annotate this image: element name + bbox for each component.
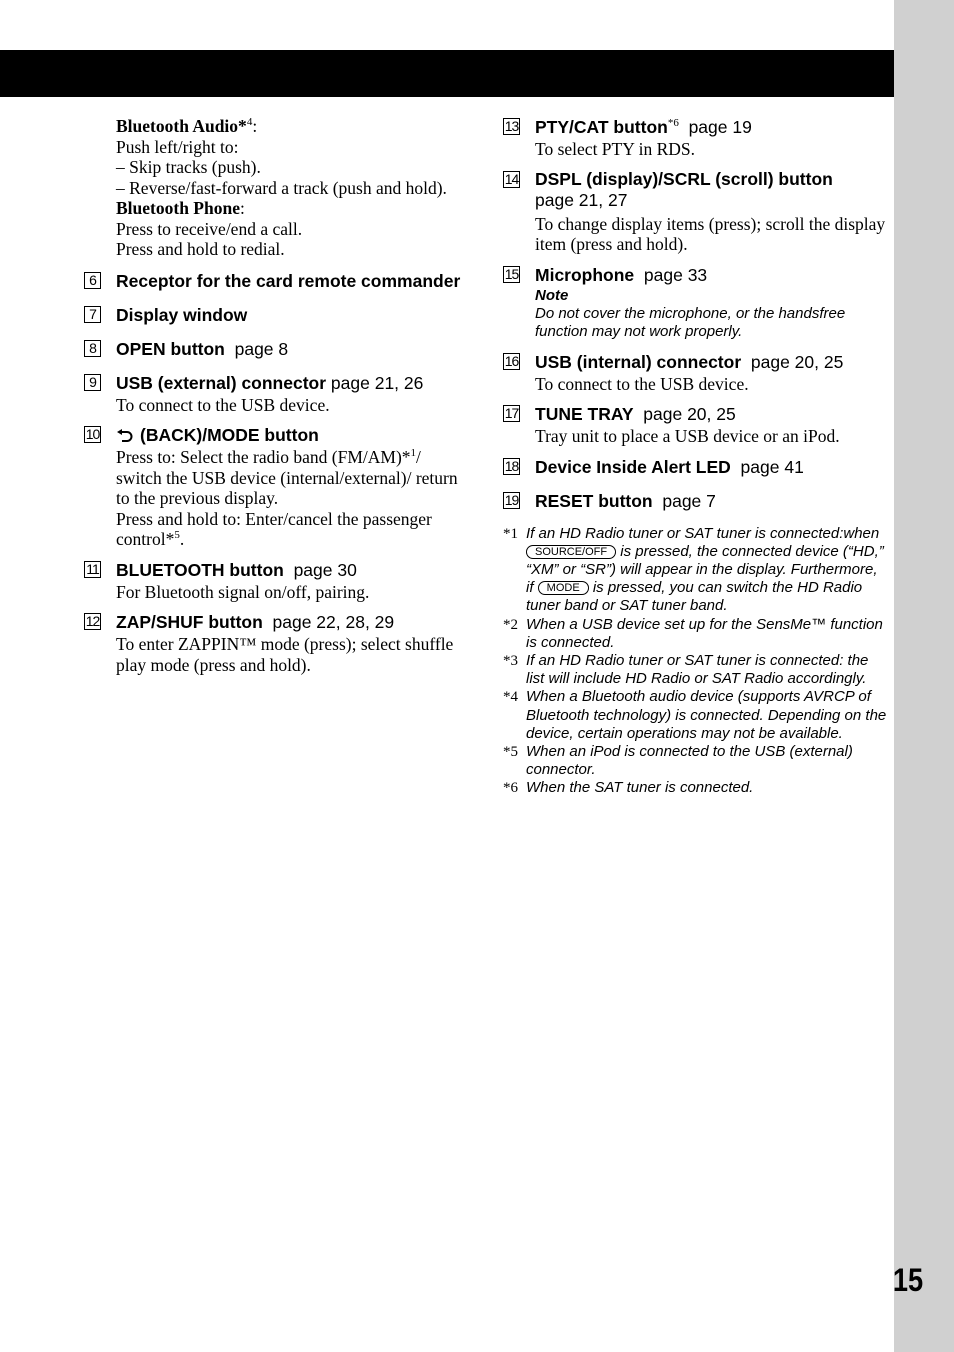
item-number: 18 [504,457,519,474]
footnote-text: If an HD Radio tuner or SAT tuner is connected:when [526,524,880,542]
item-title: Microphone [535,264,635,285]
item-description: To connect to the USB device. [116,394,330,415]
reverse-text: – Reverse/fast-forward a track (push and hold). [116,177,447,198]
note-text: Do not cover the microphone, or the handsfree function may not work properly. [535,304,846,340]
footnote-text: When an iPod is connected to the USB (external) connector. [526,742,853,779]
page-number: 15 [892,1262,924,1298]
list-item [84,270,464,293]
footnote-mark: *4 [503,689,518,706]
footnote-text: is pressed, the connected device (“HD,” “XM” or “SR”) will appear in the display. Furthermore, if [526,542,884,597]
page-reference: page 20, 25 [750,351,844,372]
footnote-sup: 1 [410,447,417,460]
item-title: Display window [116,304,248,325]
footnote [503,743,888,779]
item-number: 8 [84,340,101,357]
list-item [84,304,464,327]
footnote-text: When a USB device set up for the SensMe™ function is connected. [526,615,883,651]
item-title: OPEN button [116,338,225,359]
item-description: Tray unit to place a USB device or an iPod. [535,426,840,446]
page-reference: page 8 [234,338,289,359]
side-tab [894,0,954,1352]
bt-audio-label: Bluetooth Audio* [116,116,247,136]
item-number: 7 [84,306,101,323]
list-item [84,372,464,416]
item-number: 6 [84,272,101,289]
footnote-sup: 5 [174,529,180,542]
item-description [116,447,464,509]
page-reference: page 21, 27 [535,189,628,210]
item-title: RESET button [535,490,653,511]
item-number: 9 [84,374,101,391]
redial-text: Press and hold to redial. [116,239,285,259]
footnote-text: is pressed, you can switch the HD Radio tuner band or SAT tuner band. [526,579,863,615]
back-arrow-icon [116,429,134,443]
item-number: 13 [504,118,519,134]
page-reference: page 30 [293,559,357,580]
colon: : [252,116,258,136]
note-heading: Note [535,286,569,304]
footnote [503,779,888,797]
bluetooth-intro [84,116,464,260]
item-number: 17 [504,405,519,421]
list-item [503,264,888,341]
page-reference: page 22, 28, 29 [272,612,395,632]
item-description: To enter ZAPPIN™ mode (press); select shuffle play mode (press and hold). [116,634,454,675]
list-item [503,403,888,447]
item-description [116,509,464,550]
footnote-sup: *6 [667,117,679,130]
desc-text: . [179,529,185,549]
footnotes [503,525,888,798]
item-description: To change display items (press); scroll the display item (press and hold). [535,213,886,254]
mode-key: MODE [538,581,589,595]
footnote-text: When the SAT tuner is connected. [526,779,754,797]
footnote-mark: *6 [503,780,518,797]
item-description: For Bluetooth signal on/off, pairing. [116,581,370,602]
source-off-key: SOURCE/OFF [526,545,616,559]
footnote [503,525,888,616]
item-title: USB (internal) connector [535,351,742,372]
footnote [503,616,888,652]
item-number: 19 [504,491,519,508]
desc-text: Press and hold to: Enter/cancel the passenger control* [116,508,432,549]
footnote [503,688,888,743]
left-column [84,116,464,675]
list-item [503,490,888,513]
colon: : [239,198,245,218]
desc-text: / switch the USB device (internal/external)/ return to the previous display. [116,447,458,508]
page-reference: page 41 [740,456,804,477]
item-title: DSPL (display)/SCRL (scroll) button [535,168,833,189]
item-title: BLUETOOTH button [116,559,284,580]
page-reference: page 19 [688,117,752,137]
item-number: 11 [84,561,101,578]
item-title: TUNE TRAY [535,404,634,424]
item-number: 10 [85,426,100,442]
list-item [84,338,464,361]
page-reference: page 20, 25 [643,404,736,424]
list-item [503,169,888,255]
item-title: PTY/CAT button [535,117,668,137]
list-item [84,424,464,550]
item-number: 14 [504,170,519,187]
list-item [84,611,464,675]
item-number: 12 [85,613,100,629]
footnote-text: When a Bluetooth audio device (supports AVRCP of Bluetooth technology) is connected. Depending on the device, certain operations may not be available. [526,688,887,742]
item-title: ZAP/SHUF button [116,612,263,632]
list-item [503,456,888,479]
footnote-mark: *2 [503,616,518,633]
footnote [503,652,888,688]
item-description: To select PTY in RDS. [535,139,695,159]
push-text: Push left/right to: [116,136,239,157]
footnote-mark: *1 [503,525,518,542]
list-item [503,116,888,160]
page-reference: page 21, 26 [330,372,424,393]
footnote-mark: *3 [503,652,518,669]
item-title: USB (external) connector [116,372,327,393]
skip-text: – Skip tracks (push). [116,157,261,177]
list-item [84,559,464,603]
page-reference: page 7 [662,490,716,511]
item-title: Receptor for the card remote commander [116,270,461,291]
header-band [0,50,894,97]
footnote-mark: *5 [503,743,518,760]
bt-audio-sup: 4 [246,116,253,129]
page-reference: page 33 [643,264,708,285]
item-number: 15 [504,265,519,282]
item-description: To connect to the USB device. [535,373,749,394]
desc-text: Press to: Select the radio band (FM/AM)* [116,447,411,467]
item-title: (BACK)/MODE button [140,425,319,445]
item-number: 16 [504,352,519,369]
footnote-text: If an HD Radio tuner or SAT tuner is connected: the list will include HD Radio or SAT Radio accordingly. [526,651,869,688]
right-column [503,116,888,798]
item-title: Device Inside Alert LED [535,456,731,477]
list-item [503,351,888,395]
bt-phone-label: Bluetooth Phone [116,198,240,218]
receive-text: Press to receive/end a call. [116,218,303,239]
